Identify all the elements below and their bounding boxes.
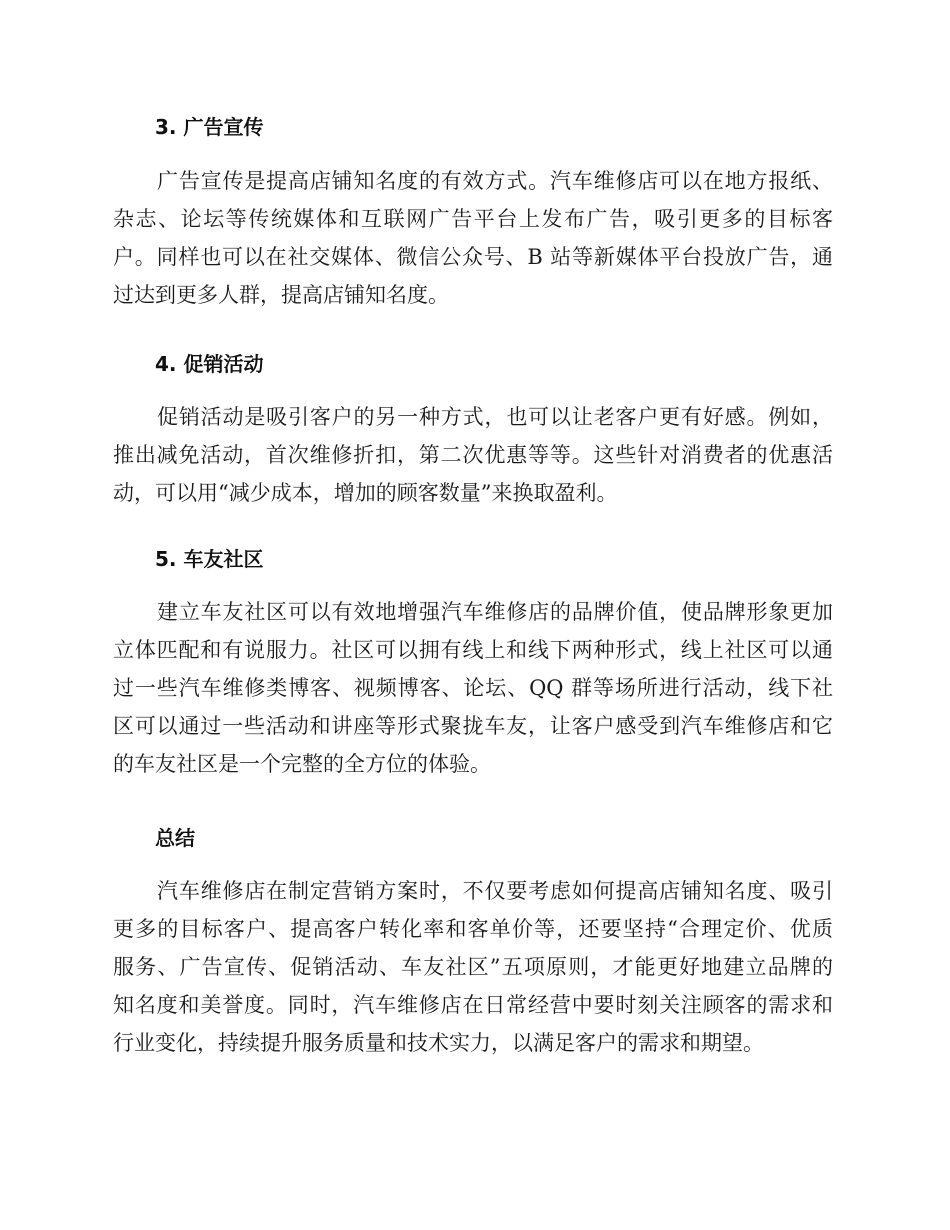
paragraph-line: 促销活动是吸引客户的另一种方式，也可以让老客户更有好感。例如， xyxy=(157,405,833,429)
paragraph-line: 更多的目标客户、提高客户转化率和客单价等，还要坚持“合理定价、优质 xyxy=(113,917,833,941)
section-heading-promotion: 4. 促销活动 xyxy=(155,352,264,376)
paragraph-car-community xyxy=(113,593,833,783)
paragraph-line: 立体匹配和有说服力。社区可以拥有线上和线下两种形式，线上社区可以通 xyxy=(113,638,833,662)
paragraph-line: 广告宣传是提高店铺知名度的有效方式。汽车维修店可以在地方报纸、 xyxy=(157,169,833,193)
paragraph-line: 动，可以用“减少成本，增加的顾客数量”来换取盈利。 xyxy=(113,481,618,505)
paragraph-line: 杂志、论坛等传统媒体和互联网广告平台上发布广告，吸引更多的目标客 xyxy=(113,207,833,231)
paragraph-line: 建立车友社区可以有效地增强汽车维修店的品牌价值，使品牌形象更加 xyxy=(157,600,833,624)
paragraph-summary xyxy=(113,872,833,1062)
paragraph-line: 知名度和美誉度。同时，汽车维修店在日常经营中要时刻关注顾客的需求和 xyxy=(113,993,833,1017)
paragraph-line: 过达到更多人群，提高店铺知名度。 xyxy=(113,283,449,307)
paragraph-line: 服务、广告宣传、促销活动、车友社区”五项原则，才能更好地建立品牌的 xyxy=(113,955,833,979)
paragraph-line: 汽车维修店在制定营销方案时，不仅要考虑如何提高店铺知名度、吸引 xyxy=(157,879,833,903)
paragraph-line: 的车友社区是一个完整的全方位的体验。 xyxy=(113,752,491,776)
paragraph-line: 区可以通过一些活动和讲座等形式聚拢车友，让客户感受到汽车维修店和它 xyxy=(113,714,833,738)
paragraph-line: 户。同样也可以在社交媒体、微信公众号、B 站等新媒体平台投放广告，通 xyxy=(113,245,833,269)
section-heading-advertising: 3. 广告宣传 xyxy=(155,115,264,139)
section-heading-car-community: 5. 车友社区 xyxy=(155,547,264,571)
paragraph-line: 推出减免活动，首次维修折扣，第二次优惠等等。这些针对消费者的优惠活 xyxy=(113,443,833,467)
paragraph-line: 过一些汽车维修类博客、视频博客、论坛、QQ 群等场所进行活动，线下社 xyxy=(113,676,833,700)
paragraph-advertising xyxy=(113,162,833,314)
section-heading-summary: 总结 xyxy=(155,826,195,850)
paragraph-line: 行业变化，持续提升服务质量和技术实力，以满足客户的需求和期望。 xyxy=(113,1031,764,1055)
paragraph-promotion xyxy=(113,398,833,512)
